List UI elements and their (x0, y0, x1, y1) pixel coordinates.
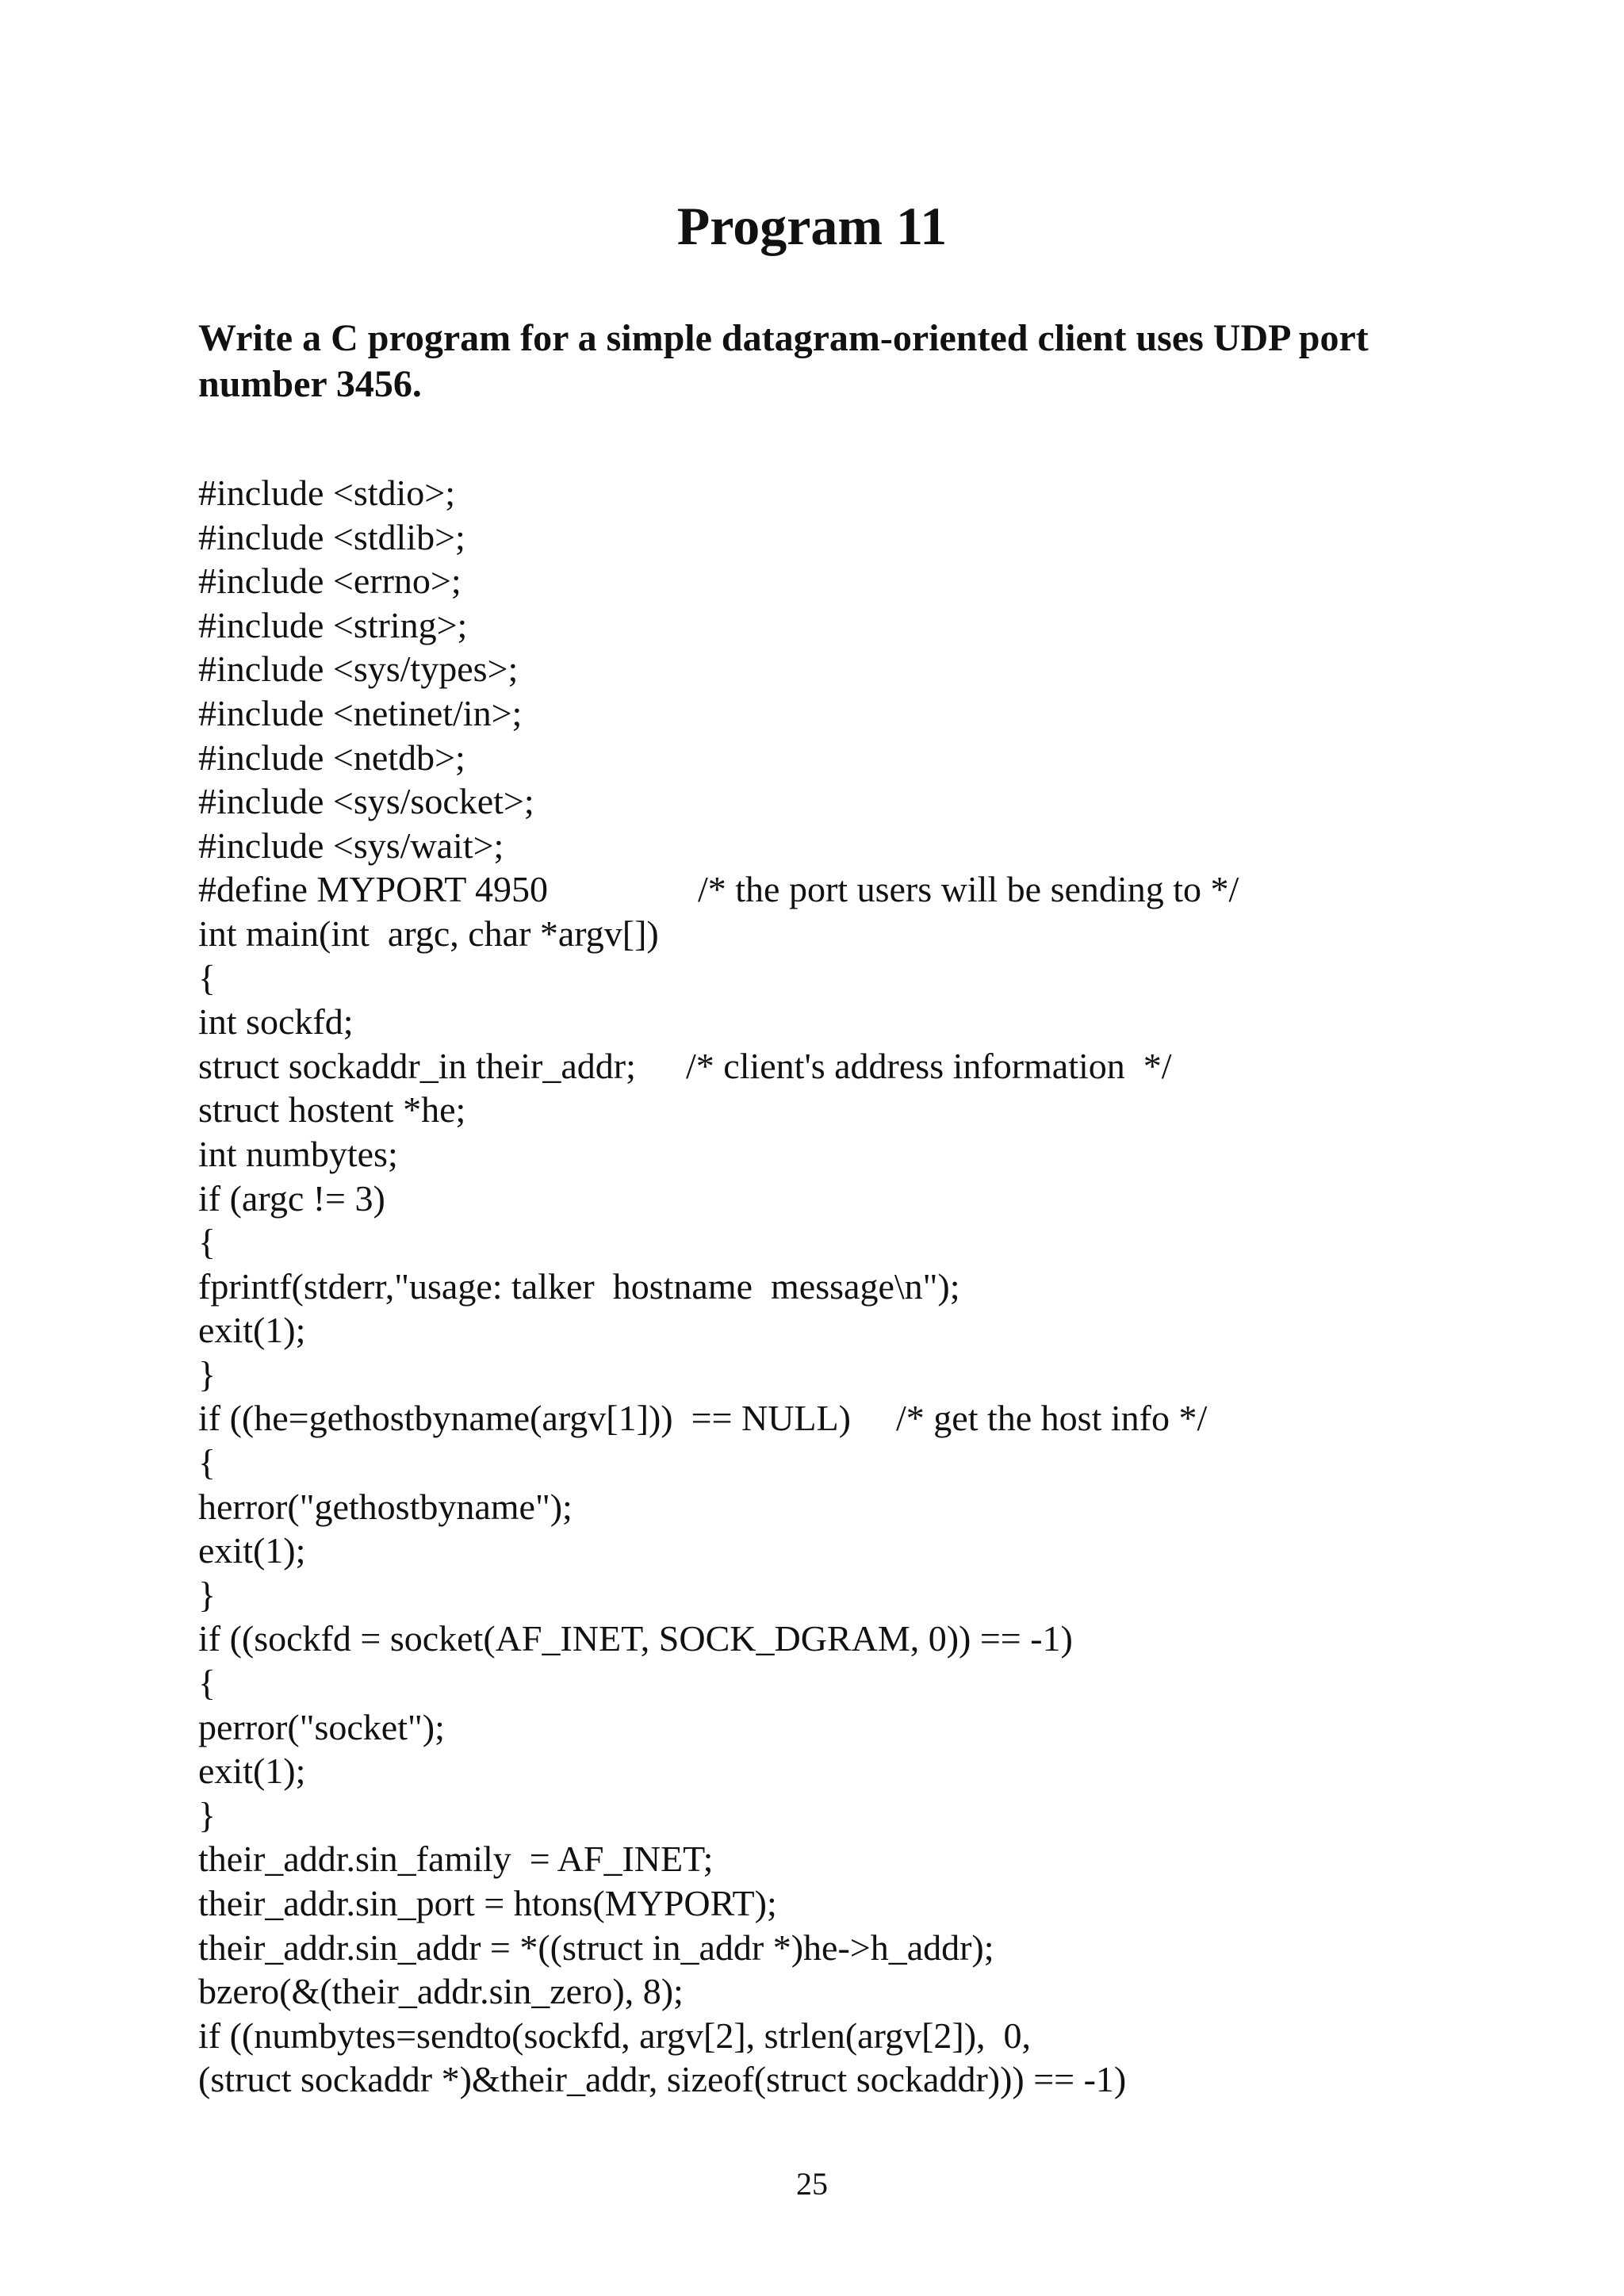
code-text: if (argc != 3) (198, 1177, 385, 1219)
code-line (198, 1220, 1467, 1265)
code-text: #include <sys/wait>; (198, 825, 504, 866)
code-text: #include <stdlib>; (198, 516, 465, 557)
code-text: herror("gethostbyname"); (198, 1486, 573, 1527)
code-text: exit(1); (198, 1751, 306, 1792)
code-text: if ((he=gethostbyname(argv[1])) == NULL) (198, 1398, 851, 1439)
code-text: } (198, 1574, 216, 1615)
code-text: their_addr.sin_port = htons(MYPORT); (198, 1883, 777, 1923)
code-comment: /* get the host info */ (896, 1398, 1208, 1439)
code-text: { (198, 1442, 216, 1483)
code-text: their_addr.sin_family = AF_INET; (198, 1839, 714, 1880)
code-listing (198, 471, 1467, 2102)
code-line (198, 1661, 1467, 1705)
code-comment: /* client's address information */ (686, 1045, 1172, 1086)
code-text: { (198, 957, 216, 998)
code-line (198, 559, 1467, 603)
code-text: { (198, 1663, 216, 1704)
code-line (198, 867, 1467, 912)
code-line (198, 1705, 1467, 1750)
code-line (198, 1969, 1467, 2014)
code-text: struct hostent *he; (198, 1089, 466, 1131)
code-text: #include <sys/socket>; (198, 781, 534, 822)
code-line (198, 471, 1467, 515)
code-line (198, 912, 1467, 956)
code-text: if ((sockfd = socket(AF_INET, SOCK_DGRAM, 0)) == -1) (198, 1618, 1073, 1659)
code-line (198, 1132, 1467, 1177)
page-title: Program 11 (676, 196, 948, 256)
code-text: int sockfd; (198, 1001, 354, 1043)
code-text: if ((numbytes=sendto(sockfd, argv[2], strlen(argv[2]), 0, (198, 2015, 1032, 2056)
code-line (198, 736, 1467, 780)
code-text: #include <errno>; (198, 561, 462, 602)
code-line (198, 1617, 1467, 1661)
code-comment: /* the port users will be sending to */ (698, 869, 1239, 910)
code-text: bzero(&(their_addr.sin_zero), 8); (198, 1971, 684, 2012)
code-line (198, 2014, 1467, 2058)
code-line (198, 1793, 1467, 1838)
code-line (198, 779, 1467, 824)
code-text: perror("socket"); (198, 1706, 445, 1747)
page-number: 25 (796, 2166, 828, 2202)
code-line (198, 691, 1467, 736)
code-line (198, 1353, 1467, 1397)
code-line (198, 1265, 1467, 1309)
code-text: #define MYPORT 4950 (198, 869, 549, 910)
code-line (198, 956, 1467, 1001)
code-text: their_addr.sin_addr = *((struct in_addr *)he->h_addr); (198, 1927, 994, 1968)
code-text: fprintf(stderr,"usage: talker hostname message\n"); (198, 1265, 960, 1307)
question-text: Write a C program for a simple datagram-oriented client uses UDP port number 3456. (198, 317, 1369, 405)
code-line (198, 647, 1467, 691)
code-text: #include <string>; (198, 604, 468, 645)
code-line (198, 1000, 1467, 1044)
code-line (198, 1926, 1467, 1970)
code-line (198, 2057, 1467, 2102)
code-line (198, 603, 1467, 648)
code-line (198, 1441, 1467, 1485)
code-text: exit(1); (198, 1310, 306, 1351)
code-line (198, 824, 1467, 868)
code-text: #include <netinet/in>; (198, 692, 523, 733)
code-line (198, 1308, 1467, 1353)
code-line (198, 1088, 1467, 1132)
code-text: int numbytes; (198, 1133, 398, 1174)
code-line (198, 1485, 1467, 1529)
code-text: #include <stdio>; (198, 473, 456, 513)
code-text: #include <sys/types>; (198, 649, 519, 690)
code-text: struct sockaddr_in their_addr; (198, 1045, 636, 1086)
code-text: } (198, 1353, 216, 1395)
code-text: { (198, 1222, 216, 1263)
code-text: } (198, 1794, 216, 1835)
code-line (198, 1396, 1467, 1441)
code-line (198, 1573, 1467, 1617)
code-line (198, 1529, 1467, 1573)
code-line (198, 1749, 1467, 1793)
code-text: #include <netdb>; (198, 737, 465, 778)
code-line (198, 1881, 1467, 1926)
code-text: int main(int argc, char *argv[]) (198, 913, 659, 954)
code-line (198, 1837, 1467, 1881)
code-line (198, 1044, 1467, 1089)
code-text: (struct sockaddr *)&their_addr, sizeof(struct sockaddr))) == -1) (198, 2059, 1127, 2100)
code-line (198, 1177, 1467, 1221)
code-line (198, 515, 1467, 560)
code-text: exit(1); (198, 1530, 306, 1571)
